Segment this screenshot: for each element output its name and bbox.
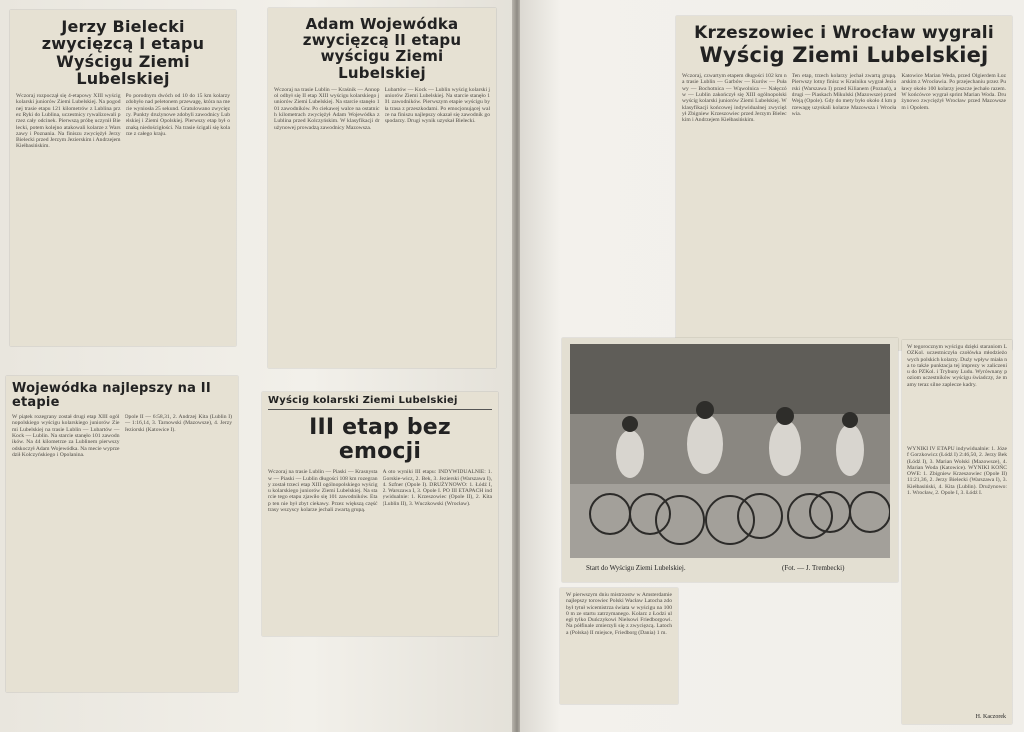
clipping-headline: Adam Wojewódka zwycięzcą II etapu wyścigu Ziemi Lubelskiej [302, 15, 462, 82]
author-signature: H. Kaczorek [975, 714, 1006, 720]
results-list: WYNIKI IV ETAPU indywidualnie: 1. Józef Gorzkowicz (Łódź I) 2:46,50, 2. Jerzy Bek (Łódź I), 3. Marian Wolski (Mazowsze), 4. Marian Woda (Katowice). WYNIKI KOŃCOWE: 1. Zbigniew Krzeszowiec (Opole II) 11:21,36, 2. Jerzy Bielecki (Warszawa I), 3. Kiełbasiński, 4. Kita (Lublin). Drużynowo: 1. Wrocław, 2. Opole I, 3. Łódź I. [907, 446, 1007, 497]
clipping-headline: Wojewódka najlepszy na II etapie [12, 381, 211, 411]
clipping-photo [562, 338, 898, 582]
clipping-column: Wczoraj, czwartym etapem długości 102 km na trasie Lublin — Garbów — Kurów — Puławy — Bochotnica — Wąwolnica — Nałęczów — Lublin zakończył się XIII ogólnopolski wyścig kolarski juniorów Ziemi Lubelskiej. W klasyfikacji końcowej indywidualnej zwyciężył Zbigniew Krzeszowiec przed Jerzym Bieleckim i Andrzejem Kiełbasińskim. [682, 73, 787, 124]
clipping-stage1 [10, 10, 236, 346]
clipping-stage2 [268, 8, 496, 368]
cyclists-photo [570, 344, 890, 558]
clipping-column: Opole II — 6:58,31, 2. Andrzej Kita (Lublin I) — 1:16,14, 3. Tarnowski (Mazowsze), 4. Jerzy Jeziorski (Katowice I). [124, 414, 232, 433]
clipping-column: Wczoraj na trasie Lublin — Piaski — Krasnystaw — Piaski — Lublin długości 108 km rozegrany został trzeci etap XIII ogólnopolskiego wyścigu kolarskiego juniorów Ziemi Lubelskiej. Na starcie tego etapu zjawiło się 101 zawodników. Etap ten nie był zbyt ciekawy. Przez większą część trasy wszyscy kolarze jechali zwartą grupą. [268, 469, 378, 514]
cyclists-illustration [570, 344, 890, 558]
clipping-column: Po porodnym dwóch od 10 do 15 km kolarzy zdobyło nad peletonem przewagę, która na mecie wyniosła 25 sekund. Gratulowano zwycięzcy. Punkty drużynowe zdobyli zawodnicy Lubelskiej i Ziemi Opolskiej. Pierwszy etap był oznaką niedościgłości. Na trasie ścigali się kolarze z całego kraju. [125, 93, 230, 137]
photo-caption: Start do Wyścigu Ziemi Lubelskiej. [586, 564, 686, 572]
clipping-stage2-best [6, 376, 238, 692]
clipping-final-results [676, 16, 1012, 350]
photo-credit: (Fot. — J. Trembecki) [782, 564, 845, 572]
clipping-summary-results [902, 340, 1012, 724]
clipping-column: Katowice Marian Weda, przed Olgierdem Łozarskim z Wrocławia. Po przejechaniu przez Puławy około 100 kolarzy jeszcze jechało razem. W końcówce wygrał sprint Marian Woda. Drużynowo zwyciężył Wrocław przed Mazowszem i Opolem. [901, 73, 1007, 111]
clipping-column: W tegorocznym wyścigu dzięki staraniom LOZKol. uczestniczyła czołówka młodzieżowych polskich kolarzy. Duży wpływ miała na to także punktacja tej imprezy w zaliczeniu do PZKol. i Trybuny Ludu. Wyrównany poziom uczestników wyścigu świadczy, że mamy teraz silne zaplecze kadry. [907, 344, 1007, 388]
clipping-headline: Wyścig Ziemi Lubelskiej [699, 43, 989, 68]
clipping-column: A oto wyniki III etapu: INDYWIDUALNIE: 1. Gorskie-wicz, 2. Bek, 3. Jezierski (Warszawa I), 4. Szfner (Opole I). DRUŻYNOWO: 1. Łódź I, 2. Warszawa I, 3. Opole I. PO III ETAPACH indywidualnie: 1. Krzeszowiec (Opole II), 2. Kita (Lublin II), 3. Wuczkowski (Wrocław). [382, 469, 492, 507]
clipping-kicker: Wyścig kolarski Ziemi Lubelskiej [268, 395, 458, 406]
clipping-stage3 [262, 392, 498, 636]
clipping-column: W piątek rozegrany został drugi etap XIII ogólnopolskiego wyścigu kolarskiego juniorów Ziemi Lubelskiej na trasie Lublin — Lubartów — Kock — Lublin. Na starcie stanęło 101 zawodników. Na 44 kilometrze za Lublinem pierwszy odskoczył Adam Wojewódka. Na mecie wyprzedził Kolczyńskiego i Opolanina. [12, 414, 120, 458]
clipping-headline: Jerzy Bielecki zwycięzcą I etapu Wyścigu Ziemi Lubelskiej [41, 17, 205, 88]
clipping-column: Ten etap, trzech kolarzy jechał zwartą grupą. Pierwszy lotny finisz w Kraśniku wygrał Jeziorski (Warszawa I) przed Kilianem (Poznań), a drugi — Piaskach Mikulski (Mazowsze) przed Weją (Opole). Gdy do mety było około 4 km przewagę uzyskali kolarze Mazowsza i Wrocławia. [791, 73, 897, 117]
clipping-latocha [560, 588, 678, 704]
clipping-headline: Krzeszowiec i Wrocław wygrali [694, 23, 994, 43]
clipping-column: Wczoraj rozpoczął się 4-etapowy XIII wyścig kolarski juniorów Ziemi Lubelskiej. Na pogodnej trasie etapu 121 kilometrów z Lublina przez Ryki do Lublina, uczestnicy rywalizowali przez cały odcinek. Pierwszą próbę uczynił Bielecki, potem kolejno atakowali kolarze z Warszawy i Poznania. Na finiszu zwyciężył Jerzy Bielecki przed Jerzym Jezierskim i Andrzejem Kiełbasińskim. [16, 93, 121, 150]
clipping-column: W pierwszym dniu mistrzostw w Amsterdamie najlepszy torowiec Polski Wacław Latocha zdobył tytuł wicemistrza świata w wyścigu na 1000 m ze startu zatrzymanego. Kolarz z Łodzi uległ tylko Duńczykowi Nielsowi Friedborgowi. Na półfinale zmierzyli się z zwycięzcą. Latocha (Polska) II miejsce, Friedborg (Dania) 1 m. [566, 592, 672, 636]
clipping-column: Lubartów — Kock — Lublin wyścig kolarski juniorów Ziemi Lubelskiej. Na starcie stanęło 101 zawodników. Pierwszym etapie wyścigu była trasa z przeszkodami. Po emocjonującej walce na finiszu najlepszy okazał się zawodnik gospodarzy. Drugi wynik uzyskał Bielecki. [384, 86, 490, 125]
clipping-column: Wczoraj na trasie Lublin — Kraśnik — Annopol odbył się II etap XIII wyścigu kolarskiego juniorów Ziemi Lubelskiej. Na starcie stanęło 101 zawodników. Po ciekawej walce na ostatnich kilometrach zwyciężył Adam Wojewódka z Lublina przed Kolczyńskim. W klasyfikacji drużynowej prowadzą zawodnicy Mazowsza. [274, 86, 380, 131]
clipping-headline: III etap bez emocji [309, 414, 451, 464]
